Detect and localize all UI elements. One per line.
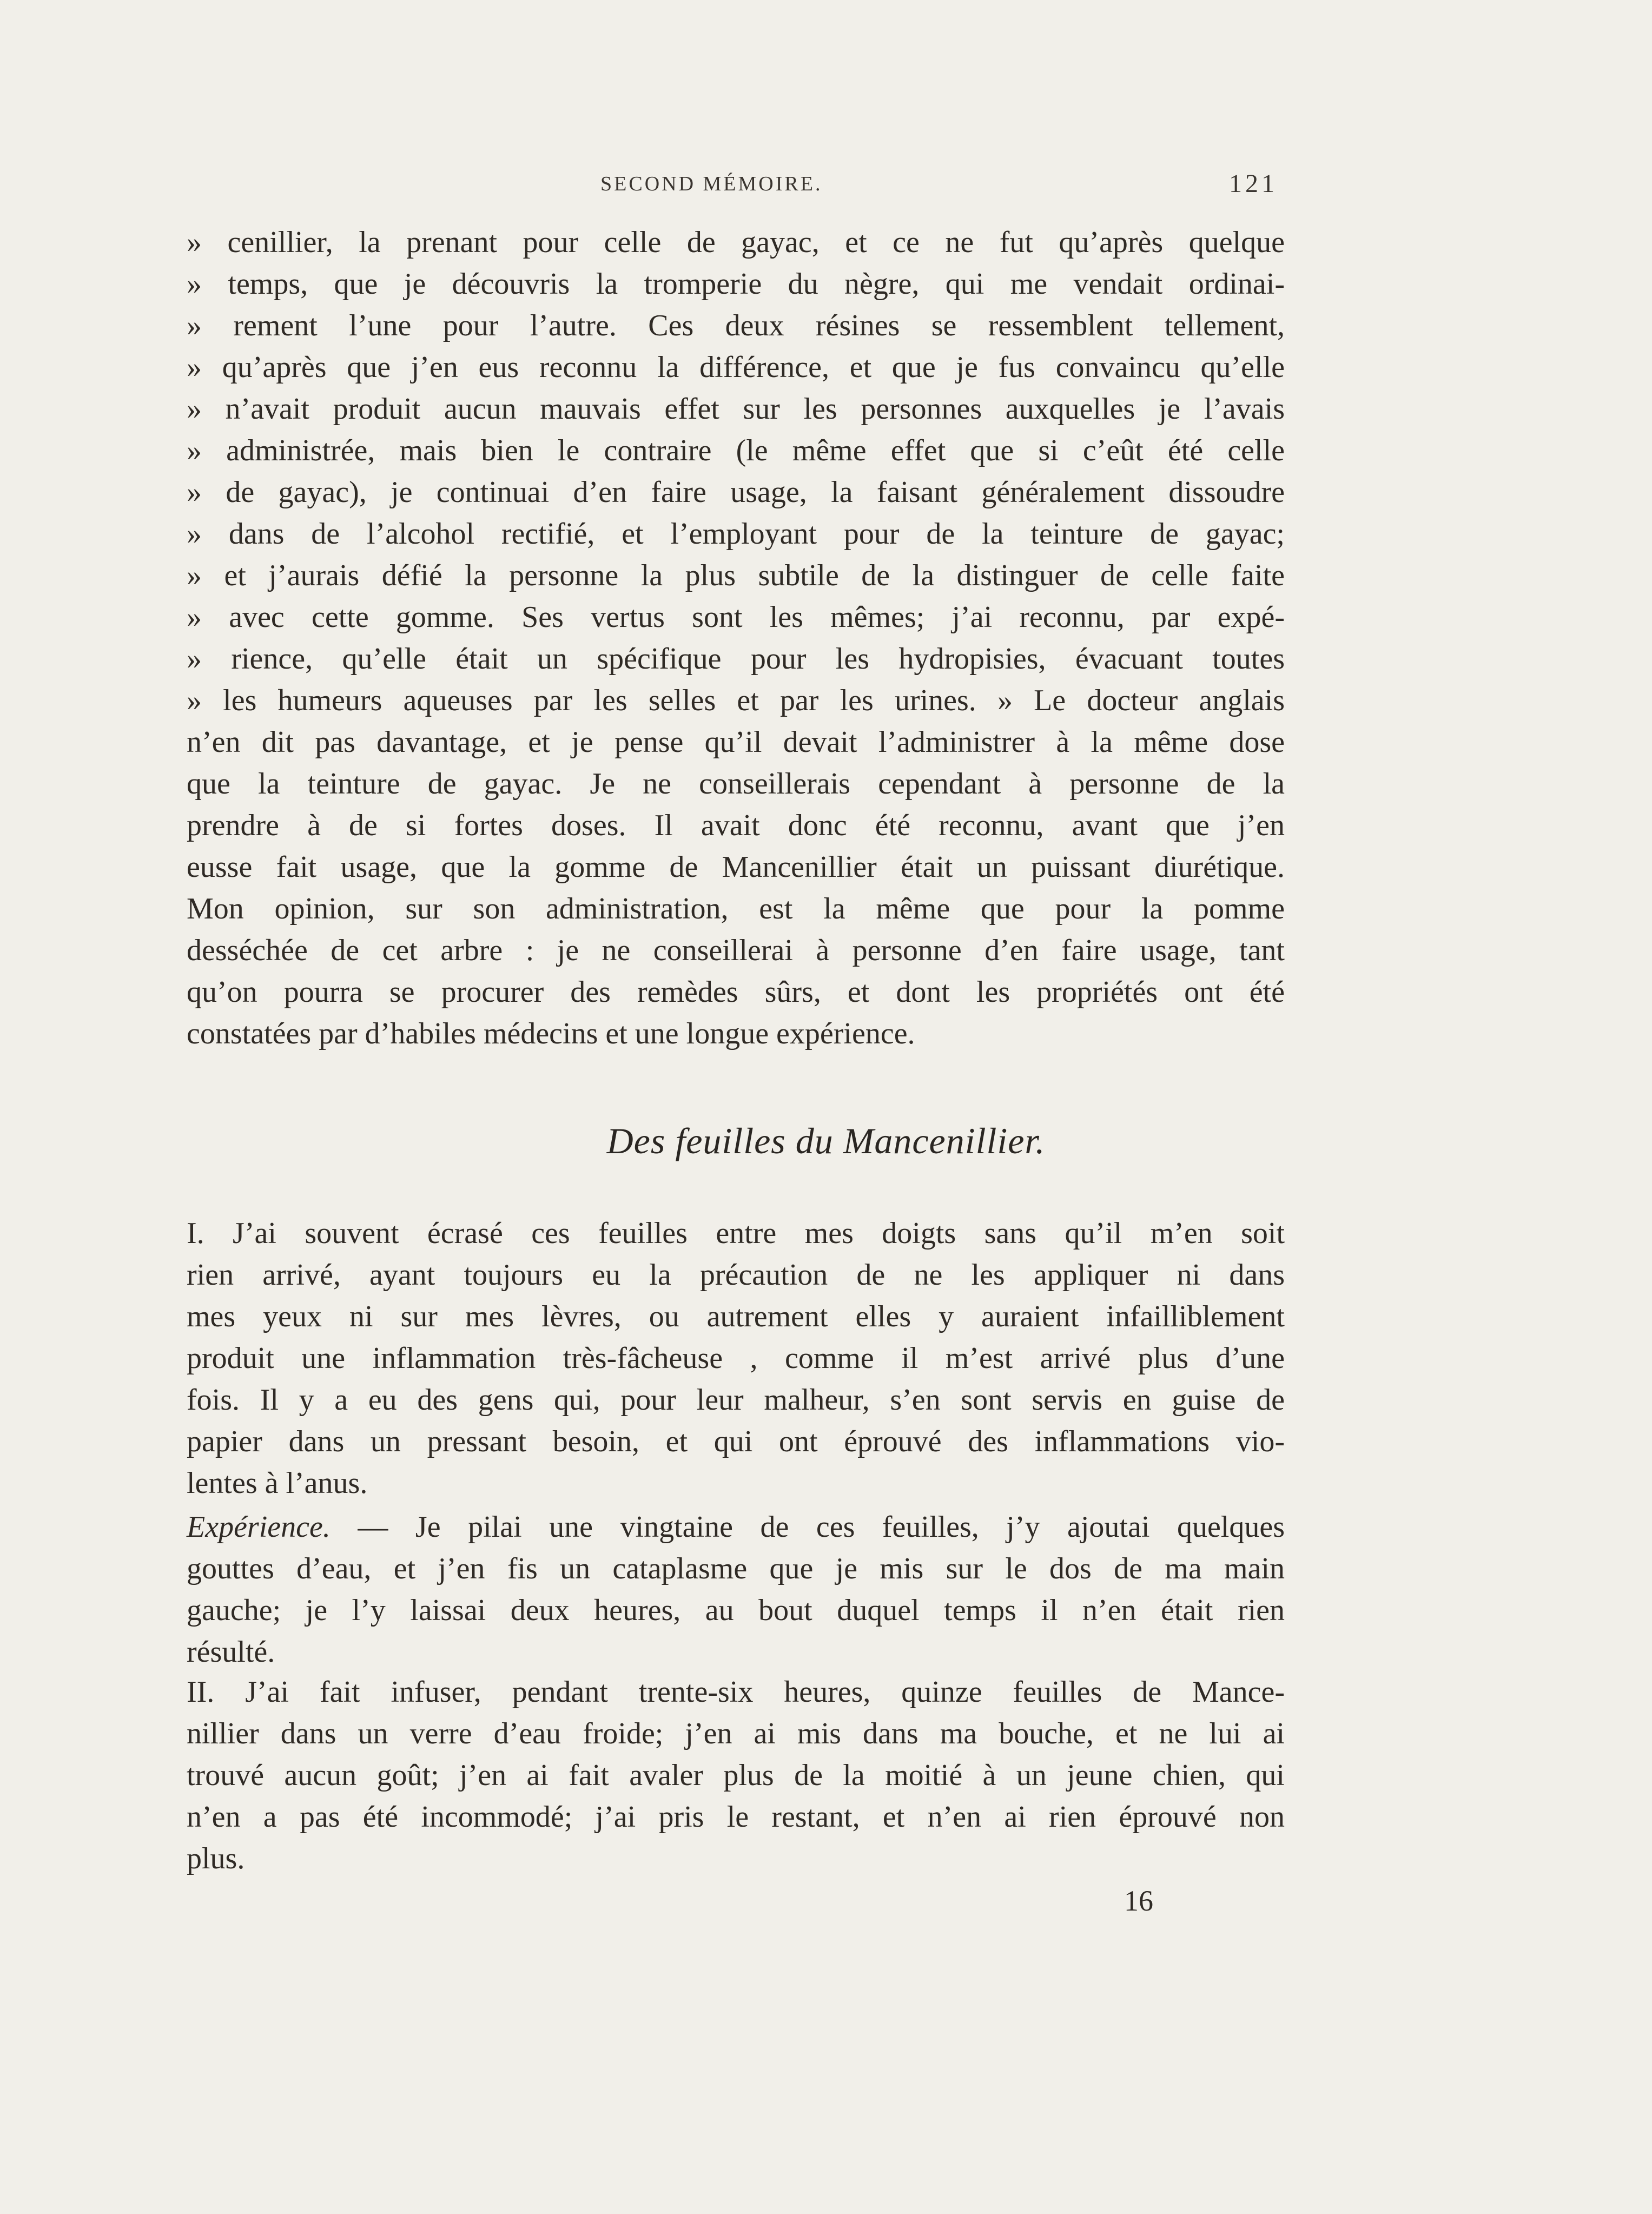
text-line: gauche; je l’y laissai deux heures, au bout duquel temps il n’en était rien xyxy=(187,1594,1285,1627)
running-head: SECOND MÉMOIRE. xyxy=(600,173,823,195)
page-number: 121 xyxy=(1229,169,1278,198)
text-line: produit une inflammation très-fâcheuse , comme il m’est arrivé plus d’une xyxy=(187,1341,1285,1375)
text-line: » cenillier, la prenant pour celle de gayac, et ce ne fut qu’après quelque xyxy=(187,226,1285,259)
text-line: eusse fait usage, que la gomme de Mancenillier était un puissant diurétique. xyxy=(187,850,1285,884)
quotation-block xyxy=(187,222,1285,1055)
text-line: I. J’ai souvent écrasé ces feuilles entre mes doigts sans qu’il m’en soit xyxy=(187,1217,1285,1250)
text-line: » et j’aurais défié la personne la plus subtile de la distinguer de celle faite xyxy=(187,559,1285,592)
text-line: » dans de l’alcohol rectifié, et l’employant pour de la teinture de gayac; xyxy=(187,517,1285,551)
text-line: II. J’ai fait infuser, pendant trente-six heures, quinze feuilles de Mance- xyxy=(187,1675,1285,1709)
text-line: » rience, qu’elle était un spécifique pour les hydropisies, évacuant toutes xyxy=(187,642,1285,676)
text-line: résulté. xyxy=(187,1635,275,1669)
text-line: » de gayac), je continuai d’en faire usage, la faisant généralement dissoudre xyxy=(187,475,1285,509)
text-line: papier dans un pressant besoin, et qui ont éprouvé des inflammations vio- xyxy=(187,1425,1285,1458)
text-line: que la teinture de gayac. Je ne conseillerais cependant à personne de la xyxy=(187,767,1285,801)
text-line: qu’on pourra se procurer des remèdes sûrs, et dont les propriétés ont été xyxy=(187,975,1285,1009)
text-line: » temps, que je découvris la tromperie du nègre, qui me vendait ordinai- xyxy=(187,267,1285,301)
text-line: Mon opinion, sur son administration, est la même que pour la pomme xyxy=(187,892,1285,926)
section-heading: Des feuilles du Mancenillier. xyxy=(606,1120,1046,1161)
text-line: » avec cette gomme. Ses vertus sont les mêmes; j’ai reconnu, par expé- xyxy=(187,600,1285,634)
text-line: constatées par d’habiles médecins et une longue expérience. xyxy=(187,1017,915,1050)
text-line: » n’avait produit aucun mauvais effet sur les personnes auxquelles je l’avais xyxy=(187,392,1285,426)
text-line: » administrée, mais bien le contraire (le même effet que si c’eût été celle xyxy=(187,434,1285,467)
text-line: n’en a pas été incommodé; j’ai pris le restant, et n’en ai rien éprouvé non xyxy=(187,1800,1285,1834)
text-line: » rement l’une pour l’autre. Ces deux résines se ressemblent tellement, xyxy=(187,309,1285,342)
experience-label: Expérience. xyxy=(187,1510,331,1544)
text-line xyxy=(187,1506,1285,1548)
text-line: rien arrivé, ayant toujours eu la précaution de ne les appliquer ni dans xyxy=(187,1258,1285,1292)
experience-text: — Je pilai une vingtaine de ces feuilles, j’y ajoutai quelques xyxy=(330,1510,1285,1544)
text-line: lentes à l’anus. xyxy=(187,1466,368,1500)
paragraph-3 xyxy=(187,1671,1285,1880)
text-line: n’en dit pas davantage, et je pense qu’il devait l’administrer à la même dose xyxy=(187,725,1285,759)
text-line: gouttes d’eau, et j’en fis un cataplasme que je mis sur le dos de ma main xyxy=(187,1552,1285,1585)
text-line: trouvé aucun goût; j’en ai fait avaler plus de la moitié à un jeune chien, qui xyxy=(187,1759,1285,1792)
text-line: prendre à de si fortes doses. Il avait donc été reconnu, avant que j’en xyxy=(187,809,1285,842)
text-line: plus. xyxy=(187,1842,245,1875)
paragraph-2 xyxy=(187,1506,1285,1673)
text-line: desséchée de cet arbre : je ne conseillerai à personne d’en faire usage, tant xyxy=(187,934,1285,967)
signature-mark: 16 xyxy=(1124,1885,1153,1917)
text-line: fois. Il y a eu des gens qui, pour leur malheur, s’en sont servis en guise de xyxy=(187,1383,1285,1417)
text-line: » les humeurs aqueuses par les selles et par les urines. » Le docteur anglais xyxy=(187,684,1285,717)
text-line: nillier dans un verre d’eau froide; j’en ai mis dans ma bouche, et ne lui ai xyxy=(187,1717,1285,1750)
text-line: mes yeux ni sur mes lèvres, ou autrement elles y auraient infailliblement xyxy=(187,1300,1285,1333)
paragraph-1 xyxy=(187,1213,1285,1504)
text-line: » qu’après que j’en eus reconnu la différence, et que je fus convaincu qu’elle xyxy=(187,351,1285,384)
